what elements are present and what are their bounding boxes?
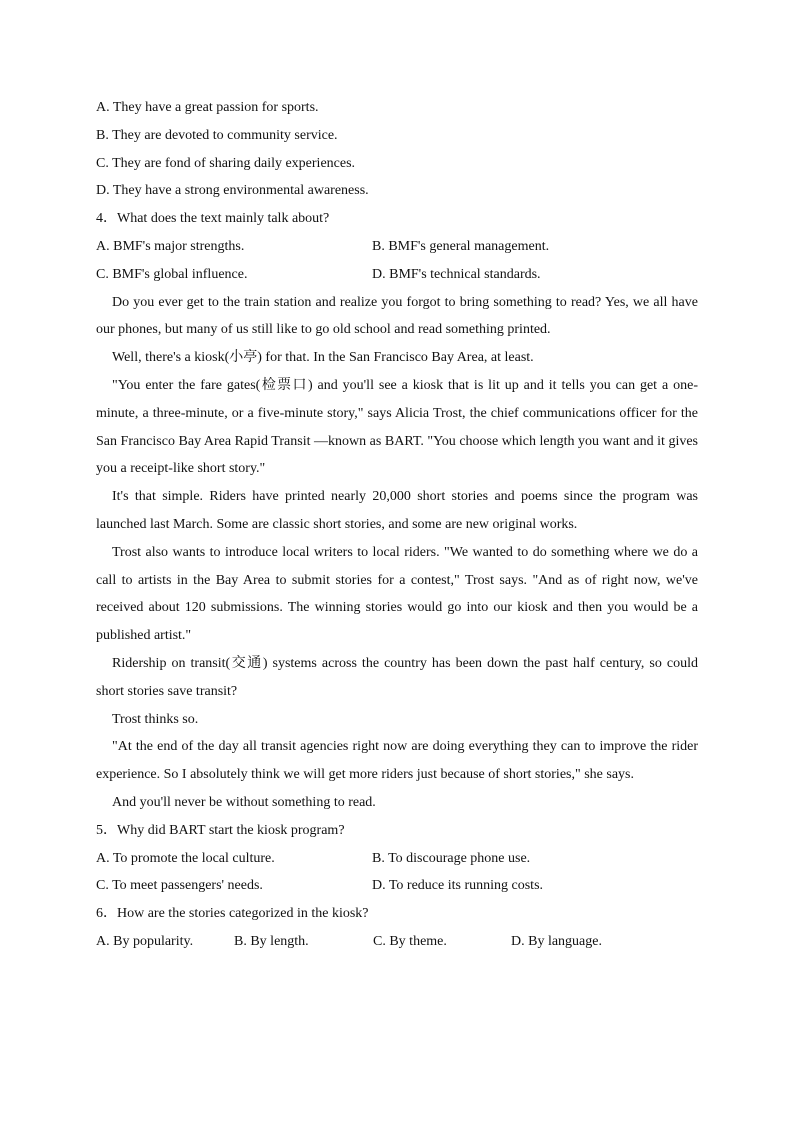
passage-paragraph-5: Trost also wants to introduce local writers to local riders. "We wanted to do something where we do a call to artists in the Bay Area to submit stories for a contest," Trost says. "And as of right now, we've received about 120 submissions. The winning stories would go into our kiosk and then you would be a published artist." bbox=[96, 544, 698, 644]
q3-option-d: D. They have a strong environmental awareness. bbox=[96, 183, 369, 199]
question-6 bbox=[96, 900, 698, 956]
passage-paragraph-2: Well, there's a kiosk(小亭) for that. In the San Francisco Bay Area, at least. bbox=[112, 350, 534, 366]
q6-option-a: A. By popularity. bbox=[96, 933, 194, 949]
q4-options-row-2 bbox=[96, 261, 698, 289]
passage-paragraph-4: It's that simple. Riders have printed nearly 20,000 short stories and poems since the program was launched last March. Some are classic short stories, and some are new original works. bbox=[96, 489, 698, 532]
question-5 bbox=[96, 817, 698, 900]
q4-option-c: C. BMF's global influence. bbox=[96, 266, 248, 282]
q3-option-b: B. They are devoted to community service. bbox=[96, 127, 338, 143]
q5-option-d: D. To reduce its running costs. bbox=[372, 878, 544, 894]
q4-option-a: A. BMF's major strengths. bbox=[96, 238, 245, 254]
exam-page bbox=[96, 94, 698, 956]
q4-stem: 4．What does the text mainly talk about? bbox=[96, 211, 330, 227]
q6-option-c: C. By theme. bbox=[373, 933, 447, 949]
passage-paragraph-1: Do you ever get to the train station and realize you forgot to bring something to read? Yes, we all have our phones, but many of us still like to go old school and read something printed. bbox=[96, 294, 698, 338]
q6-options-row bbox=[96, 928, 698, 956]
q5-option-b: B. To discourage phone use. bbox=[372, 850, 531, 866]
q4-options-row-1 bbox=[96, 233, 698, 261]
reading-passage bbox=[96, 289, 698, 817]
q5-options-row-1 bbox=[96, 845, 698, 873]
q6-option-b: B. By length. bbox=[234, 933, 309, 949]
q3-option-c: C. They are fond of sharing daily experiences. bbox=[96, 155, 356, 171]
question-4 bbox=[96, 205, 698, 288]
passage-paragraph-3: "You enter the fare gates(检票口) and you'll see a kiosk that is lit up and it tells you can get a one-minute, a three-minute, or a five-minute story," says Alicia Trost, the chief communications officer for the San Francisco Bay Area Rapid Transit —known as BART. "You choose which length you want and it gives you a receipt-like short story." bbox=[96, 377, 698, 477]
q5-options-row-2 bbox=[96, 872, 698, 900]
passage-paragraph-6: Ridership on transit(交通) systems across the country has been down the past half century, so could short stories save transit? bbox=[96, 655, 698, 699]
q6-stem: 6．How are the stories categorized in the kiosk? bbox=[96, 906, 369, 922]
q5-stem: 5．Why did BART start the kiosk program? bbox=[96, 822, 345, 838]
passage-paragraph-9: And you'll never be without something to read. bbox=[112, 794, 376, 810]
passage-paragraph-8: "At the end of the day all transit agencies right now are doing everything they can to improve the rider experience. So I absolutely think we will get more riders just because of short stories," she says. bbox=[96, 739, 698, 783]
passage-paragraph-7: Trost thinks so. bbox=[112, 711, 199, 727]
q6-option-d: D. By language. bbox=[511, 933, 602, 949]
q3-option-a: A. They have a great passion for sports. bbox=[96, 100, 319, 115]
question-3-options bbox=[96, 94, 698, 205]
q5-option-a: A. To promote the local culture. bbox=[96, 850, 275, 866]
q4-option-b: B. BMF's general management. bbox=[372, 238, 550, 254]
q5-option-c: C. To meet passengers' needs. bbox=[96, 878, 263, 894]
q4-option-d: D. BMF's technical standards. bbox=[372, 266, 541, 282]
